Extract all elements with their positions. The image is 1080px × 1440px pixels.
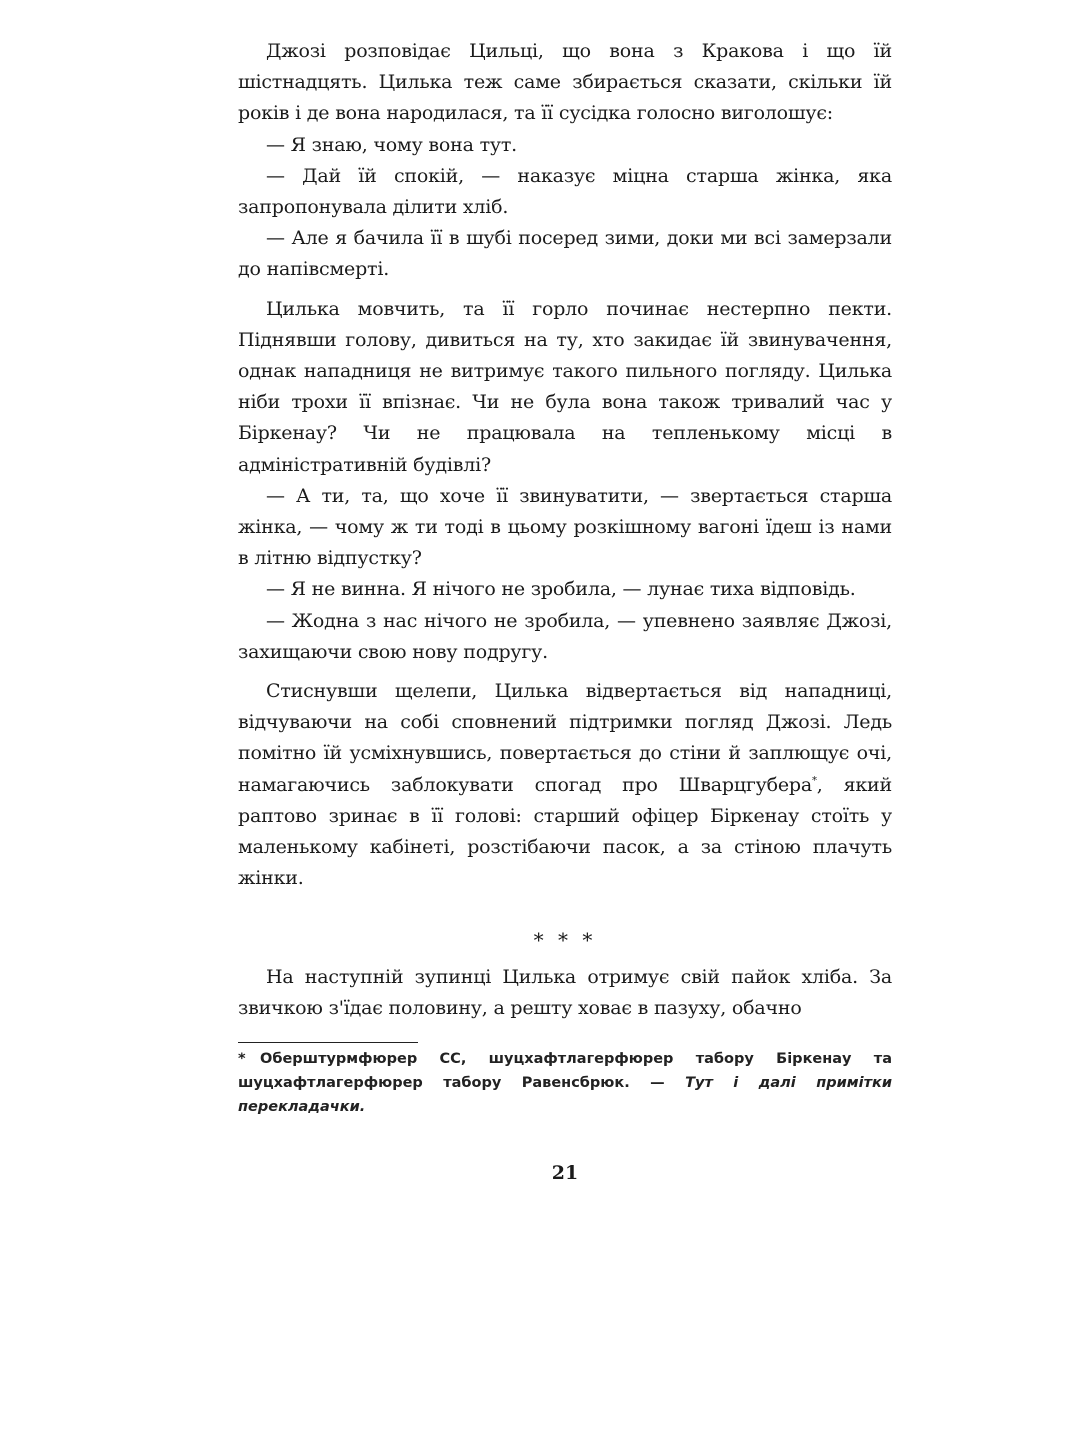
footnote — [238, 1047, 892, 1119]
paragraph: — Дай їй спокій, — наказує міцна старша жінка, яка запропонувала ділити хліб. — [238, 164, 892, 219]
footnote-italic-text: Тут і далі примітки перекладачки. — [238, 1075, 892, 1115]
paragraph-text: Стиснувши щелепи, Цилька відвертається від нападниці, відчуваючи на собі сповнений підтримки погляд Джозі. Ледь помітно їй усміхнувшись, повертається до стіни й заплющує очі, намагаючись заблокувати спогад про Шварцгубера — [238, 680, 892, 796]
footnote-mark: * — [238, 1051, 246, 1067]
paragraph: — Я не винна. Я нічого не зробила, — лунає тиха відповідь. — [266, 578, 856, 601]
page-number: 21 — [551, 1162, 579, 1184]
main-text — [238, 36, 892, 894]
paragraph-text: , який раптово зринає в її голові: старший офіцер Біркенау стоїть у маленькому кабінеті, розстібаючи пасок, а за стіною плачуть жінки. — [238, 773, 892, 890]
footnote-text: Оберштурмфюрер СС, шуцхафтлагерфюрер табору Біркенау та шуцхафтлагерфюрер табору Равенсбрюк. — — [238, 1051, 892, 1091]
paragraph: Цилька мовчить, та її горло починає нестерпно пекти. Піднявши голову, дивиться на ту, хто закидає їй звинувачення, однак нападниця не витримує такого пильного погляду. Цилька ніби трохи її впізнає. Чи не була вона також тривалий час у Біркенау? Чи не працювала на тепленькому місці в адміністративній будівлі? — [238, 297, 892, 476]
paragraph: — Жодна з нас нічого не зробила, — упевнено заявляє Джозі, захищаючи свою нову подругу. — [238, 609, 892, 663]
paragraph: — А ти, та, що хоче її звинуватити, — звертається старша жінка, — чому ж ти тоді в цьому розкішному вагоні їдеш із нами в літню відпустку? — [238, 484, 892, 570]
footnote-divider — [238, 1042, 418, 1043]
footnote-reference[interactable]: * — [811, 775, 817, 787]
paragraph: На наступній зупинці Цилька отримує свій пайок хліба. За звичкою з'їдає половину, а решту ховає в пазуху, обачно — [238, 966, 892, 1020]
paragraph: Джозі розповідає Цильці, що вона з Кракова і що їй шістнадцять. Цилька теж саме збирається сказати, скільки їй років і де вона народилася, та її сусідка голосно виголошує: — [238, 40, 892, 125]
paragraph: — Я знаю, чому вона тут. — [266, 133, 518, 156]
paragraph-with-footnote — [238, 676, 892, 894]
section-break: * * * — [533, 928, 597, 952]
main-text-continued — [238, 962, 892, 1024]
paragraph: — Але я бачила її в шубі посеред зими, доки ми всі замерзали до напівсмерті. — [238, 227, 892, 281]
